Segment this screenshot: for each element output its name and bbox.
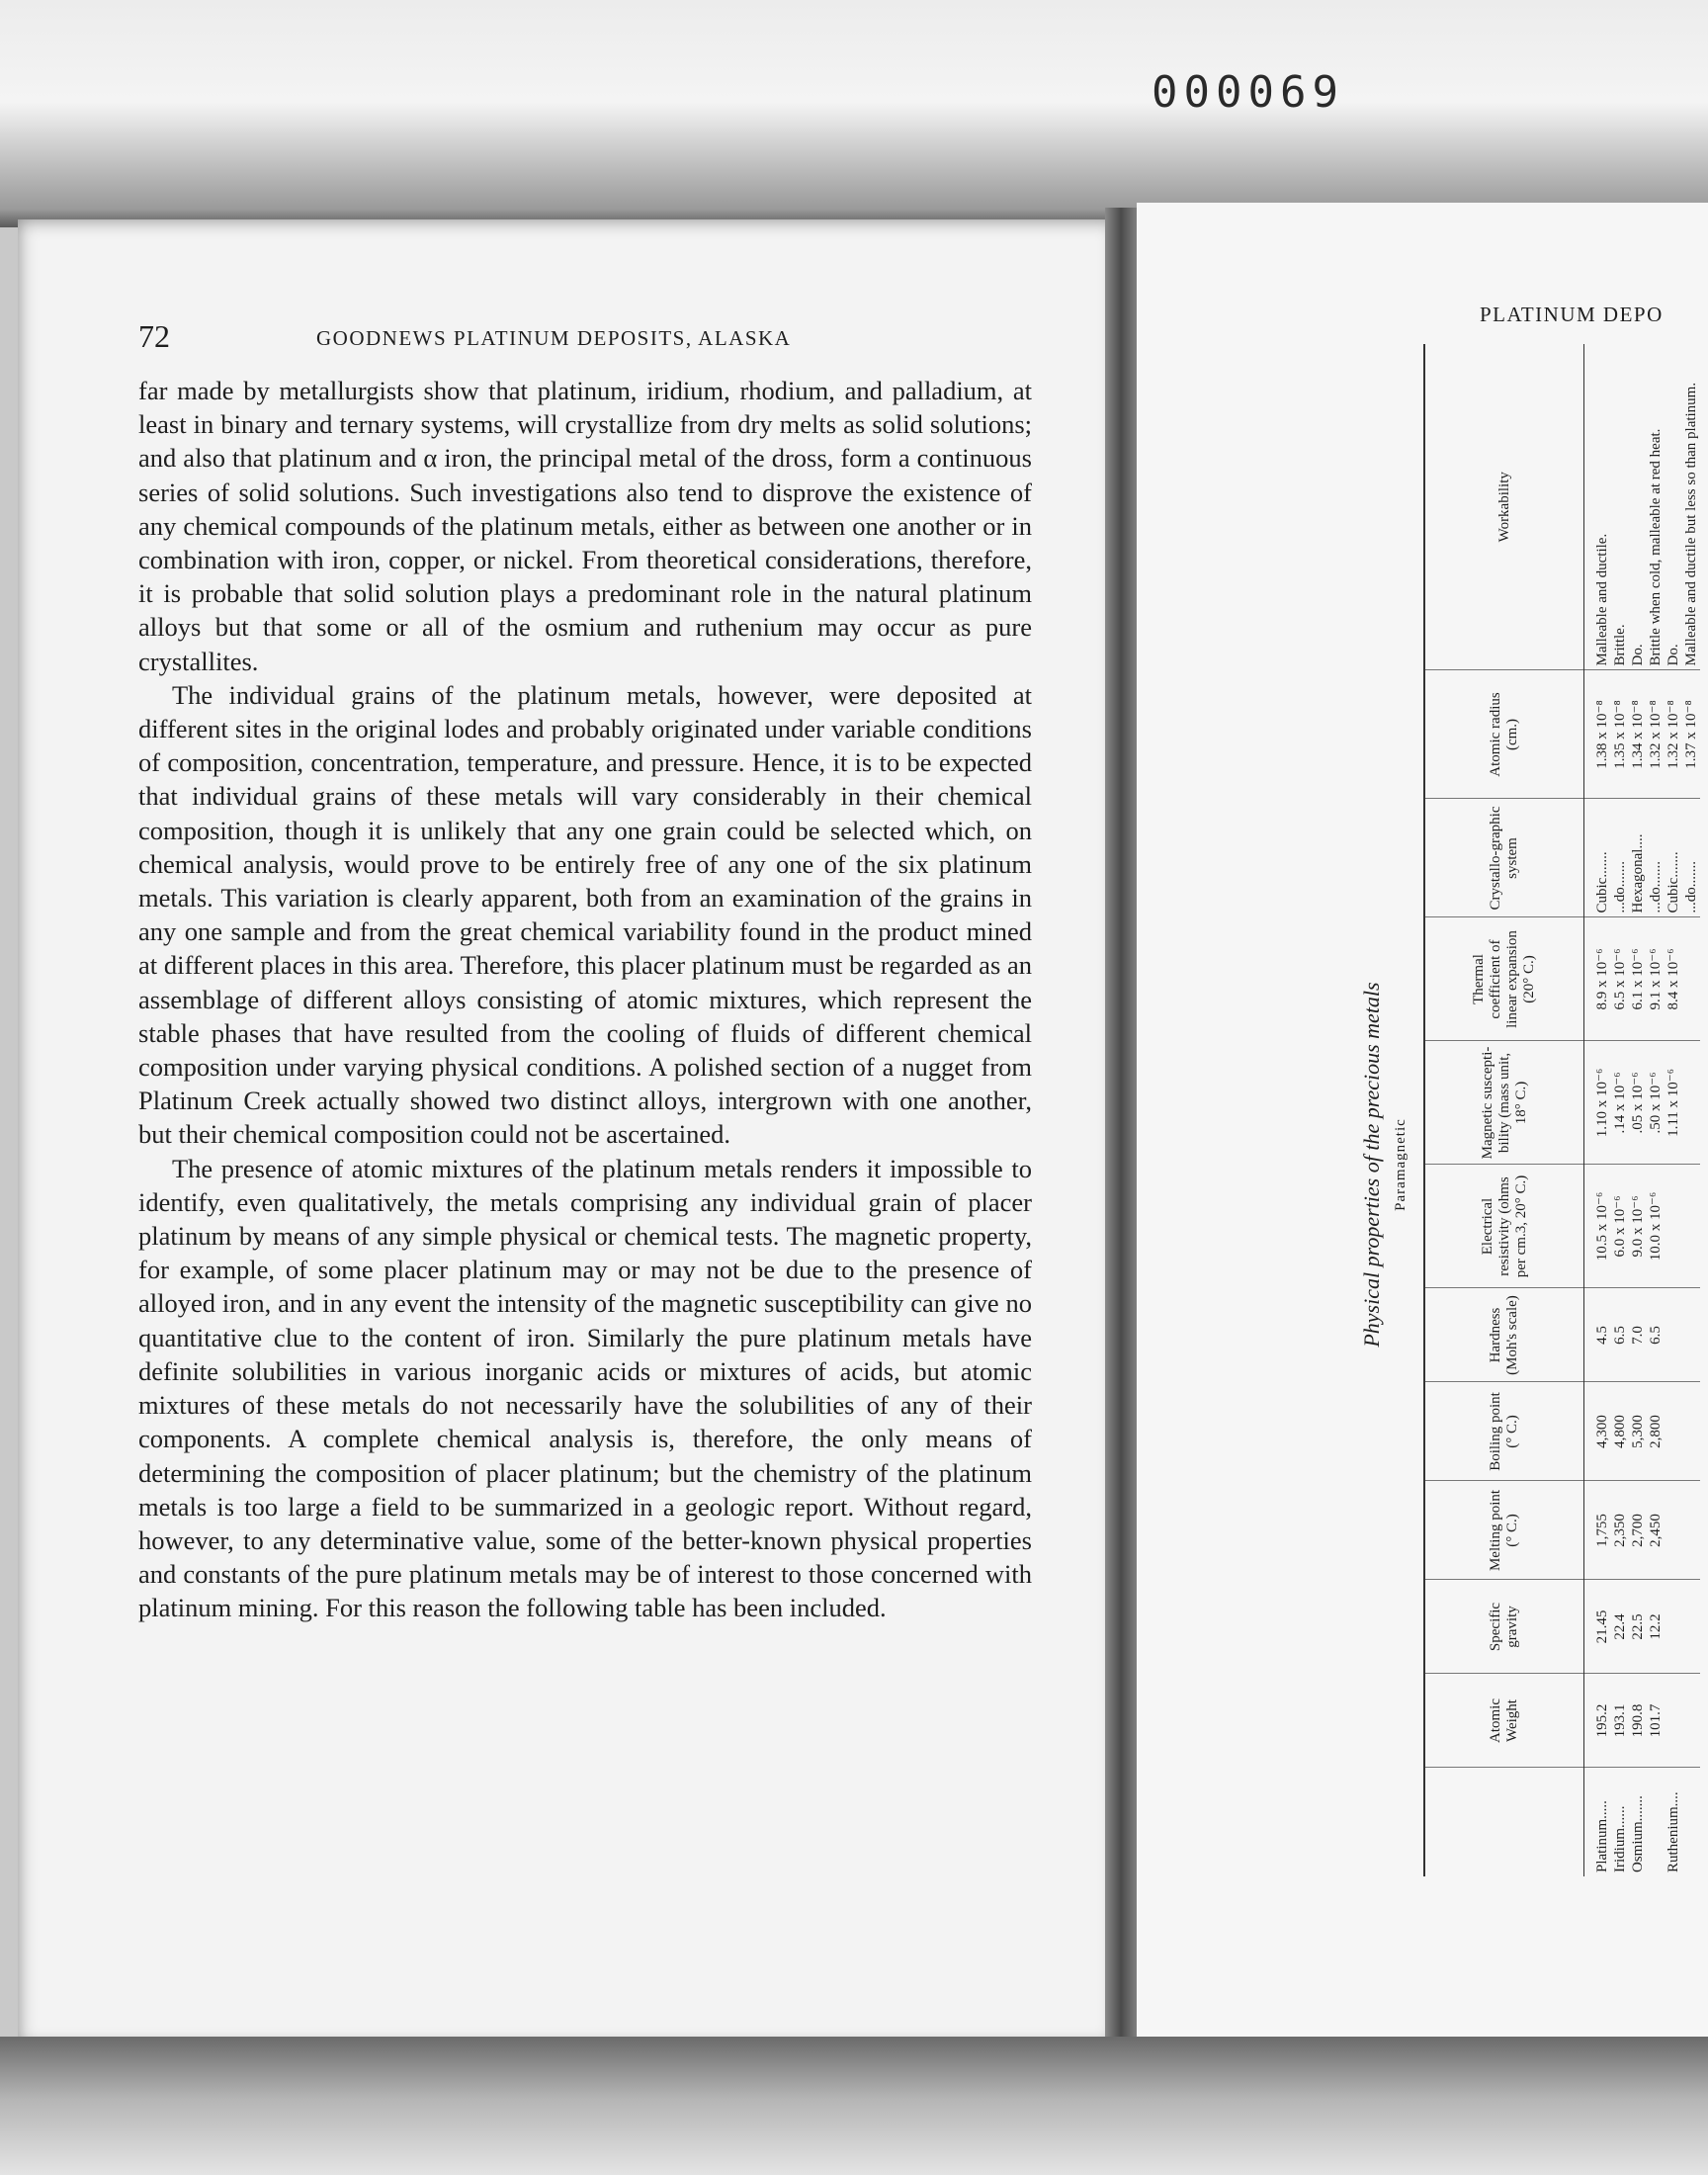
table-cell: Do. [1630,644,1646,666]
header-cell: Melting point (° C.) [1424,1481,1584,1580]
table-cell: 1.32 x 10⁻⁸ [1647,670,1665,799]
table-cell: 21.45 [1584,1580,1612,1674]
header-cell: Crystallo-graphic system [1424,799,1584,917]
table-row [1665,344,1682,1876]
paragraph: The presence of atomic mixtures of the platinum metals renders it impossible to identify, even qualitatively, the metals comprising any individual grain of placer platinum by means of any simple physical or chemical tests. The magnetic property, for example, of some placer platinum may or may not be due to the presence of alloyed iron, and in any event the intensity of the magnetic susceptibility can give no quantitative clue to the content of iron. Similarly the pure platinum metals have definite solubilities in various inorganic acids or mixtures of acids, but atomic mixtures of these metals do not necessarily have the solubilities of any of their components. A complete chemical analysis is, therefore, the only means of determining the composition of placer platinum; but the chemistry of the platinum metals is too large a field to be summarized in a geologic report. Without regard, however, to any determinative value, some of the better-known physical properties and constants of the pure platinum metals may be of interest to those concerned with platinum mining. For this reason the following table has been included. [138,1153,1032,1623]
properties-table [1423,344,1700,1876]
table-cell: 6.5 x 10⁻⁶ [1611,917,1629,1041]
table-cell [1682,1674,1700,1768]
table-row [1682,344,1700,1876]
table-cell: Cubic....... [1665,799,1682,917]
table-cell: 8.9 x 10⁻⁶ [1584,917,1612,1041]
table-cell: 10.0 x 10⁻⁶ [1647,1165,1665,1288]
table-cell [1665,1165,1682,1288]
table-header-row [1424,344,1584,1876]
table-cell: Brittle. [1612,624,1628,666]
table-cell: 4,300 [1584,1382,1612,1481]
table-cell: 4.5 [1584,1288,1612,1382]
table-cell: 1,755 [1584,1481,1612,1580]
header-cell: Workability [1424,344,1584,670]
table-cell: 22.5 [1629,1580,1647,1674]
table-cell: 6.1 x 10⁻⁶ [1629,917,1647,1041]
table-cell: 9.1 x 10⁻⁶ [1647,917,1665,1041]
table-cell [1682,1481,1700,1580]
table-cell: 1.34 x 10⁻⁸ [1629,670,1647,799]
table-subtitle: Paramagnetic [1393,1118,1409,1211]
table-cell: Ruthenium.... [1665,1768,1682,1876]
table-cell: 2,700 [1629,1481,1647,1580]
table-cell [1665,1580,1682,1674]
table-cell: ...do....... [1611,799,1629,917]
table-cell: 1.32 x 10⁻⁸ [1665,670,1682,799]
table-cell [1682,1288,1700,1382]
table-cell: 1.35 x 10⁻⁸ [1611,670,1629,799]
right-page-running-head: PLATINUM DEPO [1480,303,1664,326]
table-cell: 5,300 [1629,1382,1647,1481]
table-cell: 8.4 x 10⁻⁶ [1665,917,1682,1041]
table-cell: 22.4 [1611,1580,1629,1674]
table-cell: 12.2 [1647,1580,1665,1674]
table-cell: 2,800 [1647,1382,1665,1481]
page-number: 72 [138,318,170,354]
table-cell: 7.0 [1629,1288,1647,1382]
header-cell [1424,1768,1584,1876]
header-cell: Specific gravity [1424,1580,1584,1674]
table-cell: 101.7 [1647,1674,1665,1768]
left-page-header [138,318,1028,358]
table-cell: 1.11 x 10⁻⁶ [1665,1041,1682,1165]
table-cell: 190.8 [1629,1674,1647,1768]
table-row [1647,344,1665,1876]
table-cell: 195.2 [1584,1674,1612,1768]
table-cell: 2,450 [1647,1481,1665,1580]
table-cell [1682,1041,1700,1165]
table-cell [1682,1768,1700,1876]
table-cell: 6.0 x 10⁻⁶ [1611,1165,1629,1288]
table-cell: Hexagonal.... [1629,799,1647,917]
header-cell: Thermal coefficient of linear expansion (20° C.) [1424,917,1584,1041]
table-cell: 1.37 x 10⁻⁸ [1682,670,1700,799]
table-cell: ...do....... [1647,799,1665,917]
header-cell: Boiling point (° C.) [1424,1382,1584,1481]
table-cell: Iridium...... [1611,1768,1629,1876]
table-cell: 6.5 [1611,1288,1629,1382]
table-row [1584,344,1612,1876]
table-cell: 1.38 x 10⁻⁸ [1584,670,1612,799]
table-cell: 6.5 [1647,1288,1665,1382]
table-cell: Malleable and ductile. [1594,533,1610,666]
table-title: Physical properties of the precious metals [1359,982,1384,1348]
table-cell: ...do....... [1682,799,1700,917]
paragraph: The individual grains of the platinum metals, however, were deposited at different sites in the original lodes and probably originated under variable conditions of composition, concentration, temperature, and pressure. Hence, it is to be expected that individual grains of these metals will vary considerably in their chemical composition, though it is unlikely that any one grain could be selected which, on chemical analysis, would prove to be entirely free of any one of the six platinum metals. This variation is clearly apparent, both from an examination of the grains in any one sample and from the great chemical variability found in the product mined at different places in this area. Therefore, this placer platinum must be regarded as an assemblage of different alloys consisting of atomic mixtures, which represent the stable phases that have resulted from the cooling of fluids of different chemical composition under varying physical conditions. A polished section of a nugget from Platinum Creek actually showed two distinct alloys, intergrown with one another, but their chemical composition could not be ascertained. [138,679,1032,1150]
table-cell [1682,1165,1700,1288]
header-cell: Magnetic suscepti-bility (mass unit, 18° C.) [1424,1041,1584,1165]
table-cell [1665,1288,1682,1382]
table-cell [1682,1382,1700,1481]
table-cell: 9.0 x 10⁻⁶ [1629,1165,1647,1288]
header-cell: Hardness (Moh's scale) [1424,1288,1584,1382]
table-cell: Cubic....... [1584,799,1612,917]
table-cell: 4,800 [1611,1382,1629,1481]
table-cell [1665,1481,1682,1580]
table-cell: Brittle when cold, malleable at red heat. [1648,428,1664,666]
table-cell: 193.1 [1611,1674,1629,1768]
scan-bottom-margin [0,2037,1708,2175]
table-row [1611,344,1629,1876]
table-cell [1682,917,1700,1041]
header-cell: Electrical resistivity (ohms per cm.3, 20° C.) [1424,1165,1584,1288]
table-cell: 1.10 x 10⁻⁶ [1584,1041,1612,1165]
header-cell: Atomic Weight [1424,1674,1584,1768]
scan-top-margin [0,0,1708,227]
header-cell: Atomic radius (cm.) [1424,670,1584,799]
table-cell [1665,1674,1682,1768]
table-cell: 2,350 [1611,1481,1629,1580]
running-head: GOODNEWS PLATINUM DEPOSITS, ALASKA [316,326,792,350]
table-cell: Osmium....... [1629,1768,1647,1876]
table-cell [1665,1382,1682,1481]
table-cell: 10.5 x 10⁻⁶ [1584,1165,1612,1288]
table-cell: Malleable and ductile but less so than platinum. [1683,382,1699,666]
table-cell: .05 x 10⁻⁶ [1629,1041,1647,1165]
table-cell [1682,1580,1700,1674]
table-cell: Platinum..... [1584,1768,1612,1876]
rotated-table-block [1359,344,1699,1876]
table-cell: .50 x 10⁻⁶ [1647,1041,1665,1165]
document-stamp-number: 000069 [1152,67,1344,118]
body-text [138,374,1032,1625]
paragraph: far made by metallurgists show that platinum, iridium, rhodium, and palladium, at least in binary and ternary systems, will crystallize from dry melts as solid solutions; and also that platinum and α iron, the principal metal of the dross, form a continuous series of solid solutions. Such investigations also tend to disprove the existence of any chemical compounds of the platinum metals, either as between one another or in combination with iron, copper, or nickel. From theoretical considerations, therefore, it is probable that solid solution plays a predominant role in the natural platinum alloys but that some or all of the osmium and ruthenium may occur as pure crystallites. [138,376,1032,676]
table-cell: Do. [1665,644,1681,666]
table-row [1629,344,1647,1876]
table-cell: .14 x 10⁻⁶ [1611,1041,1629,1165]
table-cell [1647,1768,1665,1876]
